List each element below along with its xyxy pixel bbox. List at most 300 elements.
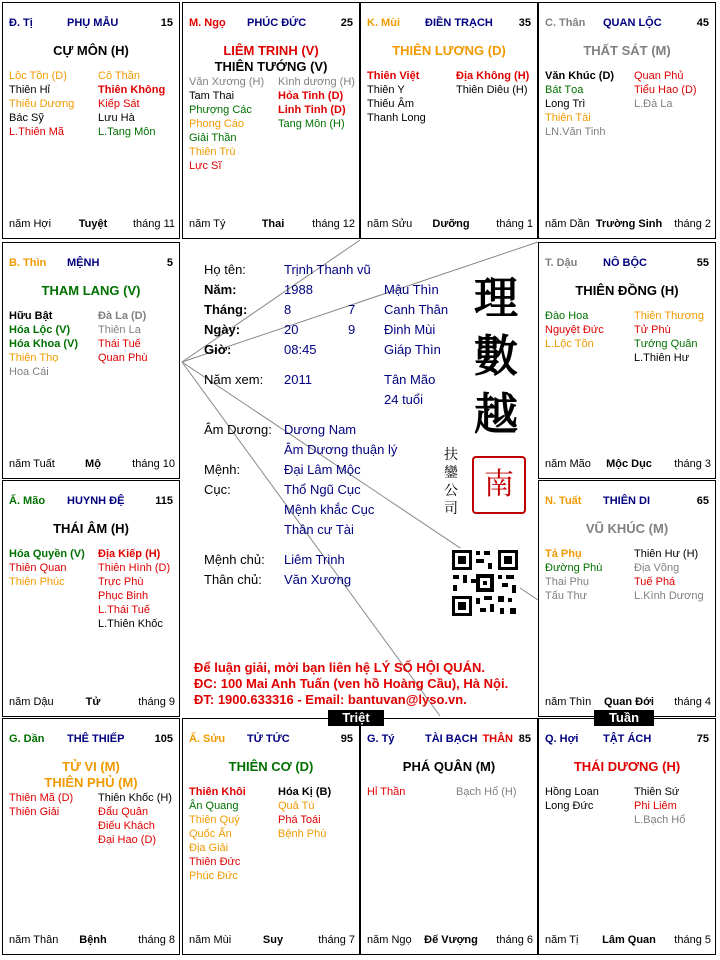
minor-star-column	[634, 309, 716, 365]
value-cuc-3: Thân cư Tài	[284, 522, 354, 537]
minor-star-column	[545, 69, 633, 139]
palace-stage: Dưỡng	[432, 218, 470, 230]
palace-age: 55	[696, 257, 709, 269]
minor-star-column	[278, 785, 360, 841]
palace-month: tháng 8	[138, 934, 175, 946]
minor-star-column	[98, 69, 180, 139]
palace-suu[interactable]	[182, 718, 360, 955]
minor-star: Hỉ Thần	[367, 786, 406, 798]
label-amduong: Âm Dương:	[204, 422, 272, 437]
palace-name: PHÚC ĐỨC	[247, 17, 307, 29]
minor-star-column	[9, 69, 97, 139]
label-menhchu: Mệnh chủ:	[204, 552, 265, 567]
value-tuoi: 24 tuổi	[384, 392, 424, 407]
palace-footer	[367, 934, 533, 948]
minor-star: Tả Phụ	[545, 548, 582, 560]
palace-mui[interactable]	[360, 2, 538, 239]
qr-code-icon[interactable]	[450, 548, 520, 618]
main-star: LIÊM TRINH (V)	[223, 43, 319, 58]
vertical-text	[444, 446, 462, 518]
value-hoten: Trịnh Thanh vũ	[284, 262, 371, 277]
minor-star: Thiên Hỉ	[9, 84, 50, 96]
palace-name: ĐIỀN TRẠCH	[425, 17, 493, 29]
palace-header	[9, 257, 175, 271]
value-thang-can: Canh Thân	[384, 302, 449, 317]
palace-branch: M. Ngọ	[189, 17, 226, 29]
main-star: THIÊN CƠ (D)	[228, 759, 314, 774]
palace-ti[interactable]	[2, 2, 180, 239]
palace-name: HUYNH ĐỆ	[67, 495, 125, 507]
minor-star: Hữu Bật	[9, 310, 53, 322]
minor-star: Thiên Mã (D)	[9, 792, 74, 804]
vertical-char: 扶	[444, 447, 458, 463]
palace-month: tháng 11	[132, 218, 175, 230]
minor-star: Thiên Phúc	[9, 576, 65, 588]
value-menhchu: Liêm Trinh	[284, 552, 345, 567]
palace-stage: Tử	[85, 696, 101, 708]
value-nam-can: Mậu Thìn	[384, 282, 439, 297]
palace-name: QUAN LỘC	[603, 17, 662, 29]
main-stars	[3, 521, 179, 537]
main-stars	[539, 43, 715, 59]
minor-star: Hóa Lộc (V)	[9, 324, 71, 336]
palace-footer	[545, 934, 711, 948]
calligraphy-logo	[466, 270, 526, 444]
label-cuc: Cục:	[204, 482, 231, 497]
minor-star: Thanh Long	[367, 112, 426, 124]
minor-star-column	[278, 75, 360, 131]
minor-star: Thiếu Dương	[9, 98, 75, 110]
palace-age: 65	[696, 495, 709, 507]
minor-star: Giải Thần	[189, 132, 237, 144]
palace-name: MỆNH	[67, 257, 100, 269]
minor-star: Quan Phù	[98, 352, 148, 364]
palace-branch: T. Dậu	[545, 257, 578, 269]
minor-star: L.Tang Môn	[98, 126, 156, 138]
palace-year: năm Mão	[545, 458, 591, 470]
value-ngay-am: 9	[348, 322, 356, 337]
minor-star-column	[98, 547, 180, 631]
palace-month: tháng 3	[674, 458, 711, 470]
palace-branch: C. Thân	[545, 17, 586, 29]
minor-star: Tướng Quân	[634, 338, 698, 350]
main-star: PHÁ QUÂN (M)	[402, 759, 496, 774]
minor-star: Hồng Loan	[545, 786, 599, 798]
minor-star: Lực Sĩ	[189, 160, 222, 172]
palace-dan[interactable]	[2, 718, 180, 955]
minor-star: Thiên Thương	[634, 310, 705, 322]
minor-star: Hóa Quyền (V)	[9, 548, 85, 560]
palace-hoi[interactable]	[538, 718, 716, 955]
tuan-tag: Tuần	[594, 710, 654, 726]
main-stars	[183, 759, 359, 775]
minor-star: Kiếp Sát	[98, 98, 140, 110]
minor-star: Tuế Phá	[634, 576, 676, 588]
minor-star: Thiếu Âm	[367, 98, 415, 110]
minor-star: Thiên Quan	[9, 562, 67, 574]
main-stars	[361, 759, 537, 775]
palace-footer	[9, 218, 175, 232]
minor-star: Phá Toái	[278, 814, 321, 826]
palace-branch: Ấ. Sửu	[189, 733, 226, 745]
minor-star-column	[545, 309, 633, 351]
minor-star: Phong Cáo	[189, 118, 245, 130]
minor-star: Tang Môn (H)	[278, 118, 345, 130]
label-ngay: Ngày:	[204, 322, 241, 337]
minor-star: Kình dương (H)	[278, 76, 355, 88]
minor-star: L.Lộc Tồn	[545, 338, 594, 350]
contact-info	[194, 660, 508, 708]
main-star: THIÊN ĐỒNG (H)	[575, 283, 679, 298]
palace-footer	[9, 696, 175, 710]
minor-star: L.Thiên Hư	[634, 352, 690, 364]
minor-star: Bạch Hổ (H)	[456, 786, 517, 798]
value-gio: 08:45	[284, 342, 317, 357]
minor-star: Hóa Khoa (V)	[9, 338, 79, 350]
palace-stage: Quan Đới	[604, 696, 654, 708]
minor-star: Thiên Hư (H)	[634, 548, 699, 560]
palace-than[interactable]	[538, 2, 716, 239]
minor-star: L.Bạch Hổ	[634, 814, 686, 826]
palace-header	[545, 17, 711, 31]
palace-month: tháng 2	[674, 218, 711, 230]
minor-star: L.Thiên Khốc	[98, 618, 163, 630]
main-star: THIÊN PHỦ (M)	[44, 775, 138, 790]
calligraphy-char: 越	[474, 389, 518, 440]
palace-month: tháng 6	[496, 934, 533, 946]
minor-star: Điếu Khách	[98, 820, 155, 832]
palace-month: tháng 4	[674, 696, 711, 708]
minor-star: Thiên Tài	[545, 112, 591, 124]
palace-age: 25	[340, 17, 353, 29]
minor-star: Đường Phù	[545, 562, 603, 574]
palace-name: TẬT ÁCH	[603, 733, 652, 745]
minor-star-column	[545, 547, 633, 603]
minor-star: Đẩu Quân	[98, 806, 149, 818]
main-star: CỰ MÔN (H)	[53, 43, 129, 58]
label-namxem: Năm xem:	[204, 372, 264, 387]
value-gio-can: Giáp Thìn	[384, 342, 441, 357]
palace-age: 15	[160, 17, 173, 29]
minor-star: Địa Không (H)	[456, 70, 530, 82]
palace-mao[interactable]	[2, 480, 180, 717]
main-star: THÁI DƯƠNG (H)	[573, 759, 681, 774]
palace-age: 105	[154, 733, 173, 745]
minor-star: Phục Binh	[98, 590, 149, 602]
vertical-char: 司	[444, 501, 458, 517]
minor-star: Thiên La	[98, 324, 141, 336]
minor-star-column	[9, 791, 97, 819]
value-ngay-can: Đinh Mùi	[384, 322, 436, 337]
label-gio: Giờ:	[204, 342, 232, 357]
minor-star: Hóa Kị (B)	[278, 786, 332, 798]
value-thang: 8	[284, 302, 292, 317]
contact-phone-email[interactable]: ĐT: 1900.633316 - Email: bantuvan@lyso.vn.	[194, 692, 467, 707]
palace-year: năm Hợi	[9, 218, 52, 230]
value-namxem-can: Tân Mão	[384, 372, 436, 387]
palace-month: tháng 5	[674, 934, 711, 946]
palace-branch: N. Tuất	[545, 495, 582, 507]
value-nam: 1988	[284, 282, 313, 297]
palace-stage: Đế Vượng	[424, 934, 478, 946]
minor-star: Phượng Các	[189, 104, 252, 116]
minor-star: Thiên Khốc (H)	[98, 792, 172, 804]
label-hoten: Họ tên:	[204, 262, 246, 277]
minor-star: Quả Tú	[278, 800, 315, 812]
palace-header	[367, 17, 533, 31]
value-cuc-2: Mệnh khắc Cục	[284, 502, 375, 517]
palace-branch: Đ. Tị	[9, 17, 33, 29]
minor-star-column	[9, 309, 97, 379]
minor-star-column	[456, 785, 538, 799]
palace-stage: Bệnh	[79, 934, 107, 946]
main-stars	[539, 759, 715, 775]
minor-star: Thiên Sứ	[634, 786, 680, 798]
main-stars	[539, 521, 715, 537]
value-cuc: Thổ Ngũ Cục	[284, 482, 361, 497]
palace-year: năm Mùi	[189, 934, 232, 946]
minor-star: Thai Phụ	[545, 576, 590, 588]
value-namxem: 2011	[284, 372, 312, 387]
minor-star: Tam Thai	[189, 90, 235, 102]
minor-star: Thiên Diêu (H)	[456, 84, 528, 96]
minor-star: Thiên Y	[367, 84, 405, 96]
value-thang-am: 7	[348, 302, 356, 317]
value-ngay: 20	[284, 322, 299, 337]
main-stars	[3, 759, 179, 791]
main-star: THẤT SÁT (M)	[583, 43, 671, 58]
value-amduong-2: Âm Dương thuận lý	[284, 442, 398, 457]
palace-branch: Ấ. Mão	[9, 495, 46, 507]
minor-star: Thiên Khôi	[189, 786, 246, 798]
palace-age: 35	[518, 17, 531, 29]
main-star: THIÊN TƯỚNG (V)	[214, 59, 328, 74]
palace-header	[367, 733, 533, 747]
palace-footer	[189, 934, 355, 948]
palace-year: năm Tý	[189, 218, 226, 230]
minor-star: Phúc Đức	[189, 870, 238, 882]
calligraphy-char: 數	[474, 331, 518, 382]
palace-month: tháng 7	[318, 934, 355, 946]
minor-star-column	[9, 547, 97, 589]
minor-star: Hoa Cái	[9, 366, 49, 378]
palace-stage: Tuyệt	[78, 218, 108, 230]
palace-age: 95	[340, 733, 353, 745]
palace-footer	[545, 218, 711, 232]
minor-star: Thiên Giải	[9, 806, 60, 818]
red-seal-stamp	[472, 456, 526, 514]
main-star: TỬ VI (M)	[62, 759, 120, 774]
palace-header	[9, 733, 175, 747]
palace-year: năm Ngọ	[367, 934, 412, 946]
value-thanchu: Văn Xương	[284, 572, 352, 587]
minor-star: Bát Tọa	[545, 84, 584, 96]
minor-star: Bác Sỹ	[9, 112, 44, 124]
palace-year: năm Dần	[545, 218, 590, 230]
value-amduong: Dương Nam	[284, 422, 357, 437]
minor-star: Lưu Hà	[98, 112, 135, 124]
palace-stage: Mộ	[85, 458, 101, 470]
minor-star-column	[634, 785, 716, 827]
minor-star: Đà La (D)	[98, 310, 147, 322]
palace-header	[9, 17, 175, 31]
palace-name: TỬ TỨC	[247, 733, 290, 745]
label-thanchu: Thân chủ:	[204, 572, 262, 587]
minor-star: Thiên Thọ	[9, 352, 59, 364]
palace-thin[interactable]	[2, 242, 180, 479]
palace-header	[545, 257, 711, 271]
label-menh: Mệnh:	[204, 462, 241, 477]
minor-star: Thiên Hình (D)	[98, 562, 171, 574]
minor-star: Thái Tuế	[98, 338, 141, 350]
palace-name: PHỤ MẪU	[67, 17, 119, 29]
minor-star: Tấu Thư	[545, 590, 588, 602]
palace-year: năm Dậu	[9, 696, 54, 708]
palace-name: THÊ THIẾP	[67, 733, 125, 745]
minor-star: Nguyệt Đức	[545, 324, 604, 336]
minor-star: Cô Thần	[98, 70, 140, 82]
minor-star-column	[456, 69, 538, 97]
palace-header	[189, 733, 355, 747]
minor-star: Long Trì	[545, 98, 586, 110]
palace-age: 115	[155, 495, 173, 507]
palace-year: năm Sửu	[367, 218, 413, 230]
minor-star-column	[98, 309, 180, 365]
palace-header	[189, 17, 355, 31]
minor-star: L.Thiên Mã	[9, 126, 65, 138]
palace-name: TÀI BẠCH	[425, 733, 478, 745]
minor-star: Tử Phù	[634, 324, 671, 336]
palace-tuat[interactable]	[538, 480, 716, 717]
palace-branch: K. Mùi	[367, 17, 400, 29]
minor-star: Thiên Việt	[367, 70, 420, 82]
palace-branch: G. Tý	[367, 733, 395, 745]
minor-star: Đại Hao (D)	[98, 834, 157, 846]
palace-year: năm Tị	[545, 934, 579, 946]
minor-star-column	[545, 785, 633, 813]
palace-ty[interactable]	[360, 718, 538, 955]
minor-star: Ân Quang	[189, 800, 239, 812]
than-marker: THÂN	[482, 733, 513, 745]
minor-star: Thiên Đức	[189, 856, 241, 868]
palace-footer	[367, 218, 533, 232]
palace-stage: Lâm Quan	[602, 934, 656, 946]
vertical-char: 公	[444, 483, 458, 499]
palace-branch: Q. Hợi	[545, 733, 579, 745]
minor-star: Linh Tinh (D)	[278, 104, 346, 116]
palace-month: tháng 9	[138, 696, 175, 708]
minor-star: Bệnh Phù	[278, 828, 327, 840]
palace-month: tháng 1	[496, 218, 533, 230]
minor-star: Địa Kiếp (H)	[98, 548, 161, 560]
palace-age: 75	[696, 733, 709, 745]
palace-header	[9, 495, 175, 509]
palace-stage: Trường Sinh	[595, 218, 663, 230]
main-star: VŨ KHÚC (M)	[585, 521, 669, 536]
minor-star: Long Đức	[545, 800, 594, 812]
palace-dau[interactable]	[538, 242, 716, 479]
palace-name: THIÊN DI	[603, 495, 651, 507]
palace-year: năm Thân	[9, 934, 59, 946]
palace-age: 5	[166, 257, 173, 269]
minor-star: Địa Giải	[189, 842, 229, 854]
minor-star: Thiên Quý	[189, 814, 240, 826]
minor-star: Đào Hoa	[545, 310, 589, 322]
minor-star: Tiểu Hao (D)	[634, 84, 697, 96]
seal-char: 南	[484, 467, 514, 502]
label-nam: Năm:	[204, 282, 237, 297]
minor-star: Thiên Không	[98, 84, 166, 96]
main-stars	[361, 43, 537, 59]
palace-header	[545, 733, 711, 747]
minor-star: Quan Phủ	[634, 70, 684, 82]
palace-year: năm Tuất	[9, 458, 55, 470]
palace-stage: Thai	[261, 218, 285, 230]
minor-star-column	[98, 791, 180, 847]
minor-star-column	[634, 547, 716, 603]
main-stars	[3, 283, 179, 299]
palace-branch: G. Dần	[9, 733, 45, 745]
palace-stage: Mộc Dục	[606, 458, 652, 470]
main-stars	[183, 43, 359, 75]
minor-star: L.Đà La	[634, 98, 673, 110]
palace-footer	[9, 458, 175, 472]
palace-footer	[545, 458, 711, 472]
minor-star: Quốc Ấn	[189, 828, 232, 840]
palace-branch: B. Thìn	[9, 257, 47, 269]
main-stars	[539, 283, 715, 299]
minor-star-column	[189, 75, 277, 173]
main-star: THÁI ÂM (H)	[53, 521, 129, 536]
minor-star-column	[189, 785, 277, 883]
palace-header	[545, 495, 711, 509]
palace-name: NÔ BỘC	[603, 257, 647, 269]
label-thang: Tháng:	[204, 302, 248, 317]
minor-star-column	[367, 69, 455, 125]
minor-star: L.Thái Tuế	[98, 604, 150, 616]
main-star: THIÊN LƯƠNG (D)	[392, 43, 506, 58]
minor-star: Văn Khúc (D)	[545, 70, 615, 82]
palace-footer	[189, 218, 355, 232]
palace-stage: Suy	[262, 934, 284, 946]
minor-star: Phi Liêm	[634, 800, 677, 812]
minor-star: Trực Phù	[98, 576, 144, 588]
minor-star: Địa Võng	[634, 562, 680, 574]
value-menh: Đại Lâm Mộc	[284, 462, 361, 477]
center-info	[182, 242, 538, 716]
triet-tag: Triệt	[328, 710, 384, 726]
main-star: THAM LANG (V)	[41, 283, 141, 298]
minor-star: LN.Văn Tinh	[545, 126, 606, 138]
minor-star: L.Kình Dương	[634, 590, 704, 602]
minor-star: Lộc Tồn (D)	[9, 70, 67, 82]
palace-month: tháng 10	[132, 458, 175, 470]
minor-star-column	[367, 785, 455, 799]
palace-month: tháng 12	[312, 218, 355, 230]
minor-star-column	[634, 69, 716, 111]
calligraphy-char: 理	[474, 273, 518, 324]
minor-star: Văn Xương (H)	[189, 76, 265, 88]
minor-star: Hỏa Tinh (D)	[278, 90, 344, 102]
palace-year: năm Thìn	[545, 696, 592, 708]
minor-star: Thiên Trù	[189, 146, 236, 158]
palace-footer	[545, 696, 711, 710]
contact-address: ĐC: 100 Mai Anh Tuấn (ven hồ Hoàng Cầu), Hà Nội.	[194, 676, 509, 691]
vertical-char: 鑾	[444, 465, 458, 481]
palace-ngo[interactable]	[182, 2, 360, 239]
palace-age: 85	[518, 733, 531, 745]
palace-age: 45	[696, 17, 709, 29]
